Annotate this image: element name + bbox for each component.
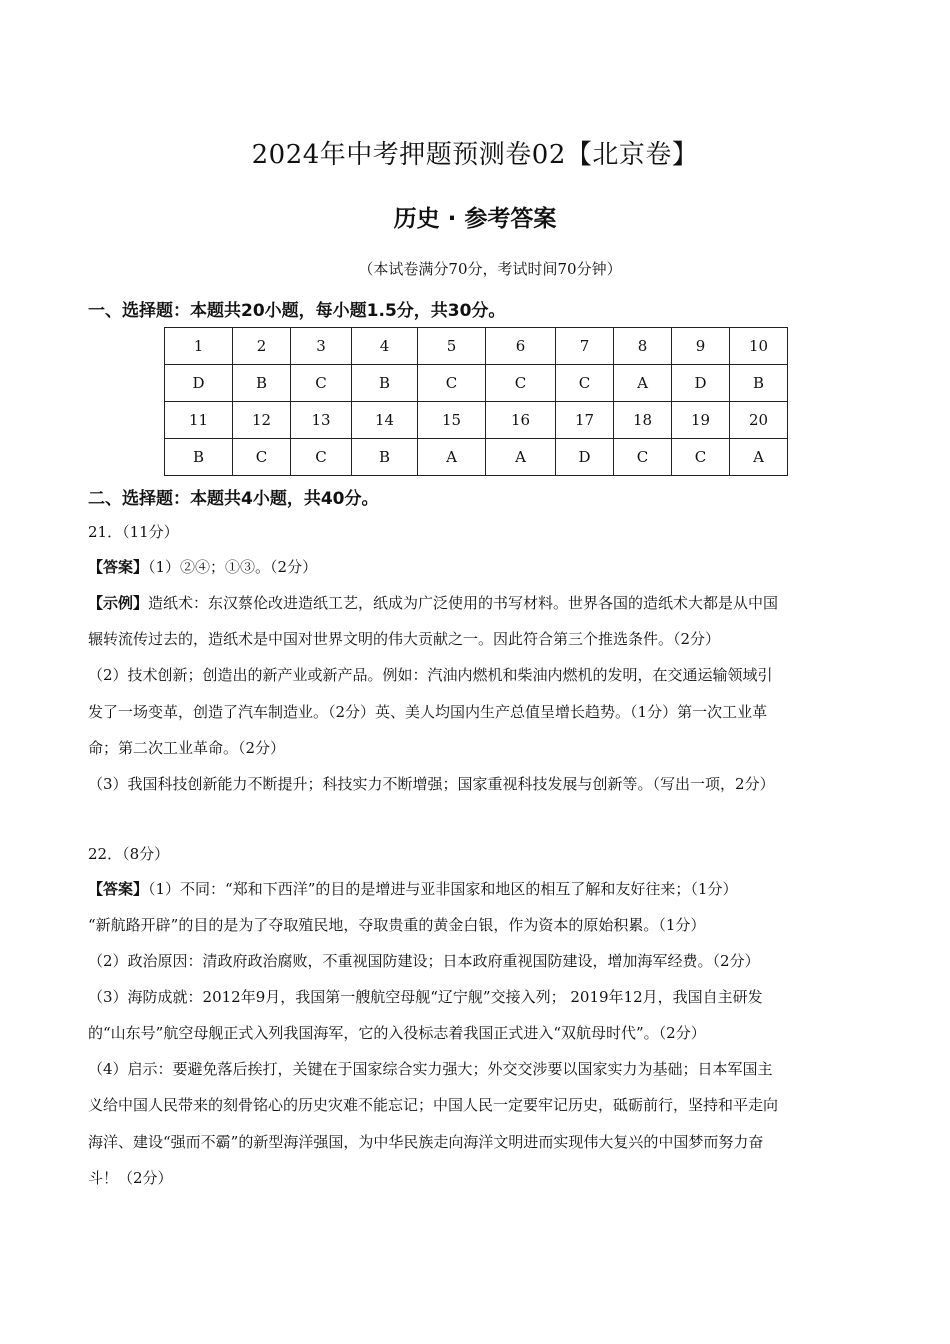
question-number-cell: 18 [614,402,672,439]
answer-row [165,365,788,402]
answer-cell: C [291,365,352,402]
answer-tag: 【答案】 [88,558,149,576]
question-number-row [165,328,788,365]
q22-line-4: （3）海防成就：2012年9月，我国第一艘航空母舰“辽宁舰”交接入列； 2019年12月，我国自主研发 [88,988,763,1006]
question-number-cell: 10 [730,328,788,365]
section-1-heading: 一、选择题：本题共20小题，每小题1.5分，共30分。 [88,301,506,321]
example-tag: 【示例】 [88,594,149,612]
page-title: 2024年中考押题预测卷02【北京卷】 [251,140,699,170]
page-subtitle: 历史 · 参考答案 [393,206,557,232]
q22-line-2: “新航路开辟”的目的是为了夺取殖民地，夺取贵重的黄金白银，作为资本的原始积累。（1分） [88,916,706,934]
q21-line-5: 发了一场变革，创造了汽车制造业。（2分）英、美人均国内生产总值呈增长趋势。（1分）第一次工业革 [88,703,768,721]
q22-line-6: （4）启示：要避免落后挨打，关键在于国家综合实力强大；外交交涉要以国家实力为基础；日本军国主 [88,1060,773,1078]
q21-answer-line [88,556,317,577]
answer-cell: C [233,439,291,476]
answer-row [165,439,788,476]
answer-cell: D [672,365,730,402]
q22-answer-line [88,878,737,899]
q22-line-5: 的“山东号”航空母舰正式入列我国海军，它的入役标志着我国正式进入“双航母时代”。（2分） [88,1024,706,1042]
section-2-heading: 二、选择题：本题共4小题，共40分。 [88,489,379,509]
answer-cell: C [418,365,486,402]
question-number-cell: 2 [233,328,291,365]
question-number-row [165,402,788,439]
question-number-cell: 14 [352,402,418,439]
q21-line-6: 命；第二次工业革命。（2分） [88,739,286,757]
question-number-cell: 3 [291,328,352,365]
question-number-cell: 16 [486,402,556,439]
q22-line-7: 义给中国人民带来的刻骨铭心的历史灾难不能忘记；中国人民一定要牢记历史，砥砺前行，坚持和平走向 [88,1096,779,1114]
question-number-cell: 1 [165,328,233,365]
question-number-cell: 13 [291,402,352,439]
answer-cell: C [486,365,556,402]
q22-line-9: 斗！（2分） [88,1169,173,1187]
q21-example-line [88,592,778,613]
answer-cell: C [556,365,614,402]
question-number-cell: 17 [556,402,614,439]
question-number-cell: 8 [614,328,672,365]
answer-cell: C [291,439,352,476]
question-number-cell: 4 [352,328,418,365]
exam-note: （本试卷满分70分，考试时间70分钟） [358,260,622,278]
answer-table [164,327,788,476]
answer-cell: C [672,439,730,476]
answer-cell: B [352,365,418,402]
answer-cell: B [165,439,233,476]
q22-line-8: 海洋、建设“强而不霸”的新型海洋强国，为中华民族走向海洋文明进而实现伟大复兴的中国梦而努力奋 [88,1133,764,1151]
question-number-cell: 6 [486,328,556,365]
q21-header: 21．（11分） [88,523,179,541]
answer-cell: A [730,439,788,476]
answer-cell: C [614,439,672,476]
answer-tag: 【答案】 [88,880,149,898]
answer-cell: A [614,365,672,402]
q21-line-4: （2）技术创新；创造出的新产业或新产品。例如：汽油内燃机和柴油内燃机的发明，在交通运输领域引 [88,666,773,684]
answer-cell: B [352,439,418,476]
q22-header: 22．（8分） [88,845,170,863]
answer-cell: A [418,439,486,476]
q21-answer-text: （1）②④；①③。（2分） [148,558,318,576]
question-number-cell: 12 [233,402,291,439]
question-number-cell: 7 [556,328,614,365]
answer-cell: B [730,365,788,402]
q22-line-3: （2）政治原因：清政府政治腐败，不重视国防建设；日本政府重视国防建设，增加海军经费。（2分） [88,952,760,970]
answer-cell: D [556,439,614,476]
question-number-cell: 19 [672,402,730,439]
answer-cell: B [233,365,291,402]
answer-cell: A [486,439,556,476]
q21-line-3: 辗转流传过去的，造纸术是中国对世界文明的伟大贡献之一。因此符合第三个推选条件。（2分） [88,630,721,648]
question-number-cell: 11 [165,402,233,439]
q21-example-text: 造纸术：东汉蔡伦改进造纸工艺，纸成为广泛使用的书写材料。世界各国的造纸术大都是从中国 [148,594,779,612]
question-number-cell: 5 [418,328,486,365]
question-number-cell: 20 [730,402,788,439]
q21-line-7: （3）我国科技创新能力不断提升；科技实力不断增强；国家重视科技发展与创新等。（写出一项，2分） [88,775,775,793]
question-number-cell: 15 [418,402,486,439]
answer-cell: D [165,365,233,402]
question-number-cell: 9 [672,328,730,365]
q22-answer-text: （1）不同：“郑和下西洋”的目的是增进与亚非国家和地区的相互了解和友好往来；（1分） [148,880,738,898]
